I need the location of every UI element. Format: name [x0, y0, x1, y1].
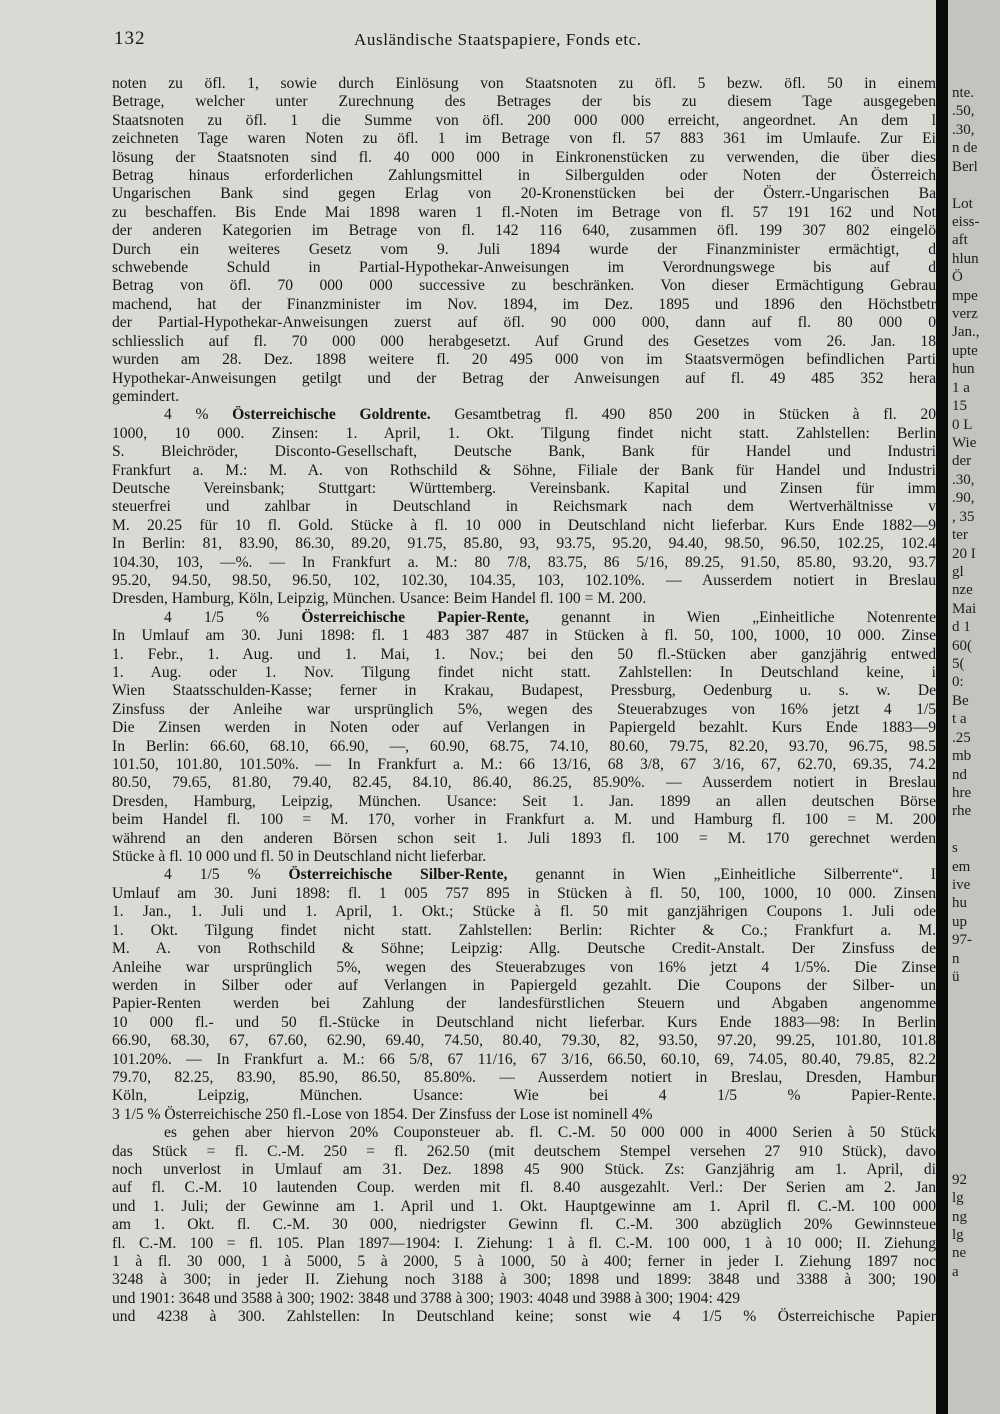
adjacent-page-fragment: nte. — [952, 85, 975, 101]
text-line: auf fl. C.-M. 10 lautenden Coup. werden mit fl. 8.40 ausgezahlt. Verl.: Der Serien am 2. Jan — [112, 1179, 936, 1197]
text-line: S. Bleichröder, Disconto-Gesellschaft, Deutsche Bank, Bank für Handel und Industri — [112, 443, 936, 461]
adjacent-page-fragment: Mai — [952, 600, 977, 617]
adjacent-page-fragment: s — [952, 840, 958, 857]
text-line: noch unverlost in Umlauf am 31. Dez. 1898 45 900 Stück. Zs: Ganzjährig am 1. April, di — [112, 1160, 936, 1178]
text-line: 79.70, 82.25, 83.90, 85.90, 86.50, 85.80%. — Ausserdem notiert in Breslau, Dresden, Hambur — [112, 1068, 936, 1086]
adjacent-page-fragment: ter — [952, 527, 968, 544]
text-line: steuerfrei und zahlbar in Deutschland in Reichsmark nach dem Wertverhältnisse v — [112, 498, 936, 516]
text-line: zu beschaffen. Bis Ende Mai 1898 waren 1 fl.-Noten im Betrage von fl. 57 191 162 und Not — [112, 203, 936, 221]
text-line: und 1901: 3648 und 3588 à 300; 1902: 3848 und 3788 à 300; 1903: 4048 und 3988 à 300; 1904: 429 — [112, 1289, 741, 1307]
text-line: Hypothekar-Anweisungen getilgt und der Betrag der Anweisungen auf fl. 49 485 352 hera — [112, 369, 936, 387]
adjacent-page-fragment: lg — [952, 1227, 964, 1244]
text-line: 66.90, 68.30, 67, 67.60, 62.90, 69.40, 74.50, 80.40, 79.30, 82, 93.50, 97.20, 99.25, 101.80, 101.8 — [112, 1032, 936, 1050]
text-line: und 4238 à 300. Zahlstellen: In Deutschland keine; sonst wie 4 1/5 % Österreichische Papier — [112, 1308, 936, 1326]
text-line: Dresden, Hamburg, Leipzig, München. Usance: Seit 1. Jan. 1899 an allen deutschen Börse — [112, 792, 936, 810]
adjacent-page-fragment: nze — [952, 582, 973, 599]
text-line: Zinsfuss der Anleihe war ursprünglich 5%, wegen des Steuerabzuges von 16% jetzt 4 1/5 — [112, 700, 936, 718]
text-line: Wien Staatsschulden-Kasse; ferner in Krakau, Budapest, Pressburg, Oedenburg u. s. w. De — [112, 682, 936, 700]
adjacent-page-fragment: ü — [952, 969, 960, 986]
adjacent-page-fragment: .30, — [952, 121, 975, 138]
text-line: Umlauf am 30. Juni 1898: fl. 1 005 757 895 in Stücken à fl. 50, 100, 1000, 10 000. Zinsen — [112, 884, 936, 902]
text-line: am 1. Okt. fl. C.-M. 30 000, niedrigster Gewinn fl. C.-M. 300 abzüglich 20% Gewinnsteue — [112, 1216, 936, 1234]
text-line: In Umlauf am 30. Juni 1898: fl. 1 483 387 487 in Stücken à fl. 50, 100, 1000, 10 000. Zinse — [112, 627, 936, 645]
adjacent-page-fragment: upte — [952, 342, 978, 359]
adjacent-page-fragment: .90, — [952, 490, 975, 507]
adjacent-page-fragment: , 35 — [952, 508, 975, 525]
adjacent-page-fragment: Be — [952, 692, 969, 709]
adjacent-page-fragment: nd — [952, 766, 967, 783]
adjacent-page-fragment: 0: — [952, 674, 964, 691]
adjacent-page-fragment: .50, — [952, 103, 975, 120]
text-line: fl. C.-M. 100 = fl. 105. Plan 1897—1904: I. Ziehung: 1 à fl. C.-M. 100 000, 1 à 10 000; II. Ziehung — [112, 1234, 936, 1252]
adjacent-page-fragment: rhe — [952, 803, 972, 820]
text-line: 3248 à 300; in jeder II. Ziehung noch 3188 à 300; 1898 und 1899: 3848 und 3388 à 300; 190 — [112, 1271, 936, 1289]
text-line: 1. Jan., 1. Juli und 1. April, 1. Okt.; Stücke à fl. 50 mit ganzjährigen Coupons 1. Juli ode — [112, 903, 936, 921]
adjacent-page-fragment: 92 — [952, 1171, 967, 1188]
text-line: In Berlin: 81, 83.90, 86.30, 89.20, 91.75, 85.80, 93, 93.75, 95.20, 94.40, 98.50, 96.50, 102.25, 102.4 — [112, 535, 936, 553]
text-line: der anderen Kategorien im Betrage von fl. 142 116 640, zusammen öfl. 199 307 802 eingelö — [112, 222, 936, 240]
text-line: 95.20, 94.50, 98.50, 96.50, 102, 102.30, 104.35, 103, 102.10%. — Ausserdem notiert in Breslau — [112, 571, 936, 589]
text-line: 101.20%. — In Frankfurt a. M.: 66 5/8, 67 11/16, 67 3/16, 66.50, 60.10, 69, 74.05, 80.40, 79.85, 82.2 — [112, 1050, 936, 1068]
text-line: Ungarischen Bank sind gegen Erlag von 20-Kronenstücken bei der Österr.-Ungarischen Ba — [112, 185, 936, 203]
adjacent-page-fragment: der — [952, 453, 972, 470]
adjacent-page-fragment: .25 — [952, 729, 971, 746]
text-line: 1. Aug. oder 1. Nov. Tilgung findet nicht statt. Zahlstellen: In Deutschland keine, i — [112, 664, 936, 681]
text-line: der Partial-Hypothekar-Anweisungen zuerst auf öfl. 90 000 000, dann auf fl. 80 000 0 — [112, 314, 936, 332]
text-line: In Berlin: 66.60, 68.10, 66.90, —, 60.90, 68.75, 74.10, 80.60, 79.75, 82.20, 93.70, 96.75, 98.5 — [112, 737, 936, 755]
adjacent-page-fragment: verz — [952, 306, 978, 323]
adjacent-page-fragment: eiss- — [952, 213, 980, 230]
body-text — [112, 75, 936, 1395]
text-line: wurden am 28. Dez. 1898 weitere fl. 20 495 000 von im Staatsvermögen befindlichen Parti — [112, 351, 936, 369]
text-line: Durch ein weiteres Gesetz vom 9. Juli 1894 wurde der Finanzminister ermächtigt, d — [112, 240, 936, 258]
text-line: 4 1/5 % Österreichische Papier-Rente, genannt in Wien „Einheitliche Notenrente — [164, 608, 936, 626]
text-line: noten zu öfl. 1, sowie durch Einlösung von Staatsnoten zu öfl. 5 bezw. öfl. 50 in einem — [112, 75, 936, 92]
text-line: Anleihe war ursprünglich 5%, wegen des Steuerabzuges von 16% jetzt 4 1/5%. Die Zinse — [112, 958, 936, 976]
text-line: Die Zinsen werden in Noten oder auf Verlangen in Papiergeld bezahlt. Kurs Ende 1883—9 — [112, 719, 936, 737]
adjacent-page-fragment: hu — [952, 895, 967, 912]
text-line: Betrag von öfl. 70 000 000 successive zu beschränken. Von dieser Ermächtigung Gebrau — [112, 277, 936, 295]
text-line: es gehen aber hiervon 20% Couponsteuer ab. fl. C.-M. 50 000 000 in 4000 Serien à 50 Stück — [164, 1124, 936, 1142]
text-line: Papier-Renten werden bei Zahlung der landesfürstlichen Steuern und Abgaben angenomme — [112, 995, 936, 1013]
adjacent-page-fragment: aft — [952, 232, 968, 249]
adjacent-page-fragment: lg — [952, 1190, 964, 1207]
adjacent-page-fragment: hre — [952, 784, 972, 801]
text-line: 10 000 fl.- und 50 fl.-Stücke in Deutschland nicht lieferbar. Kurs Ende 1883—98: In Berlin — [112, 1013, 936, 1031]
text-line: Köln, Leipzig, München. Usance: Wie bei 4 1/5 % Papier-Rente. — [112, 1087, 936, 1105]
adjacent-page-fragment: ng — [952, 1208, 967, 1225]
adjacent-page-fragment: 15 — [952, 398, 967, 415]
text-line: 101.50, 101.80, 101.50%. — In Frankfurt a. M.: 66 13/16, 68 3/8, 67 3/16, 67, 62.70, 69.35, 74.2 — [112, 756, 936, 774]
adjacent-page-fragment: 0 L — [952, 416, 973, 433]
text-line: 4 % Österreichische Goldrente. Gesamtbetrag fl. 490 850 200 in Stücken à fl. 20 — [164, 406, 936, 424]
adjacent-page-fragment: t a — [952, 711, 967, 728]
text-line: 104.30, 103, —%. — In Frankfurt a. M.: 80 7/8, 83.75, 86 5/16, 89.25, 91.50, 85.80, 93.20, 93.7 — [112, 553, 936, 571]
adjacent-page-fragment: d 1 — [952, 619, 971, 636]
text-line: gemindert. — [112, 387, 180, 405]
text-line: 4 1/5 % Österreichische Silber-Rente, genannt in Wien „Einheitliche Silberrente“. I — [164, 866, 936, 884]
text-line: 1 à fl. 30 000, 1 à 5000, 5 à 2000, 5 à 1000, 50 à 400; ferner in jeder I. Ziehung 1897 noc — [112, 1253, 936, 1270]
text-line: M. A. von Rothschild & Söhne; Leipzig: Allg. Deutsche Credit-Anstalt. Der Zinsfuss de — [112, 940, 936, 958]
text-line: Frankfurt a. M.: M. A. von Rothschild & Söhne, Filiale der Bank für Handel und Industri — [112, 461, 936, 479]
adjacent-page-fragment: n de — [952, 140, 978, 157]
text-line: Betrage, welcher unter Zurechnung des Betrages der bis zu diesem Tage ausgegeben — [112, 93, 936, 111]
text-line: 80.50, 79.65, 81.80, 79.40, 82.45, 84.10, 86.40, 86.25, 85.90%. — Ausserdem notiert in Breslau — [112, 774, 936, 792]
entry-heading: Österreichische Silber-Rente, — [288, 866, 508, 884]
adjacent-page-fragment: mb — [952, 748, 972, 765]
running-head: Ausländische Staatspapiere, Fonds etc. — [354, 30, 642, 49]
page-number: 132 — [114, 28, 146, 49]
text-line: 1. Okt. Tilgung findet nicht statt. Zahlstellen: Berlin: Richter & Co.; Frankfurt a. M. — [112, 921, 936, 939]
text-line: Stücke à fl. 10 000 und fl. 50 in Deutschland nicht lieferbar. — [112, 848, 487, 866]
text-line: machend, hat der Finanzminister im Nov. 1894, im Dez. 1895 und 1896 den Höchstbetr — [112, 295, 936, 313]
adjacent-page-fragment: em — [952, 858, 971, 875]
entry-heading: Österreichische Papier-Rente, — [301, 608, 529, 626]
adjacent-page-fragment: 60( — [952, 637, 972, 654]
text-line: 1. Febr., 1. Aug. und 1. Mai, 1. Nov.; bei den 50 fl.-Stücken aber ganzjährig entwed — [112, 645, 936, 663]
text-line: Betrag hinaus erforderlichen Zahlungsmittel in Silbergulden oder Noten der Österreich — [112, 167, 936, 185]
text-line: Dresden, Hamburg, Köln, Leipzig, München. Usance: Beim Handel fl. 100 = M. 200. — [112, 590, 647, 608]
page-header — [108, 28, 938, 52]
adjacent-page-fragment: Jan., — [952, 324, 980, 341]
adjacent-page-fragment: 20 I — [952, 545, 976, 562]
entry-heading: Österreichische Goldrente. — [232, 406, 431, 424]
adjacent-page-fragment: hun — [952, 361, 975, 378]
text-line: zeichneten Tage waren Noten zu öfl. 1 im Betrage von fl. 57 883 361 im Umlaufe. Zur Ei — [112, 130, 936, 148]
adjacent-page-fragment: .30, — [952, 471, 975, 488]
adjacent-page-fragment: ne — [952, 1245, 967, 1262]
adjacent-page-fragment: a — [952, 1263, 959, 1280]
book-binding — [936, 0, 948, 1414]
adjacent-page-edge — [948, 0, 1000, 1414]
adjacent-page-fragment: Lot — [952, 195, 973, 212]
text-line: Staatsnoten zu öfl. 1 die Summe von öfl. 200 000 000 erreicht, angeordnet. An dem l — [112, 111, 936, 129]
adjacent-page-fragment: Ö — [952, 269, 963, 286]
adjacent-page-fragment: mpe — [952, 287, 978, 304]
adjacent-page-fragment: up — [952, 913, 967, 930]
text-line: und 1. Juli; der Gewinne am 1. April und 1. Okt. Hauptgewinne am 1. April fl. C.-M. 100 000 — [112, 1197, 936, 1215]
adjacent-page-fragment: gl — [952, 563, 964, 580]
text-line: Deutsche Vereinsbank; Stuttgart: Württemberg. Vereinsbank. Kapital und Zinsen für imm — [112, 479, 936, 497]
text-line: schwebende Schuld in Partial-Hypothekar-Anweisungen im Verordnungswege bis auf d — [112, 259, 936, 277]
text-line: werden in Silber oder auf Verlangen in Papiergeld gezahlt. Die Coupons der Silber- un — [112, 976, 936, 994]
text-line: M. 20.25 für 10 fl. Gold. Stücke à fl. 10 000 in Deutschland nicht lieferbar. Kurs Ende 1882—9 — [112, 516, 936, 534]
adjacent-page-fragment: 5( — [952, 656, 965, 673]
text-line: 3 1/5 % Österreichische 250 fl.-Lose von 1854. Der Zinsfuss der Lose ist nominell 4% — [112, 1105, 653, 1123]
text-line: 1000, 10 000. Zinsen: 1. April, 1. Okt. Tilgung findet nicht statt. Zahlstellen: Berlin — [112, 424, 936, 442]
text-line: schliesslich auf fl. 70 000 000 herabgesetzt. Auf Grund des Gesetzes vom 26. Jan. 18 — [112, 332, 936, 350]
adjacent-page-fragment: n — [952, 950, 960, 967]
adjacent-page-fragment: ive — [952, 877, 971, 894]
text-line: das Stück = fl. C.-M. 250 = fl. 262.50 (mit deutschem Stempel versehen 27 910 Stück), davo — [112, 1142, 936, 1160]
text-line: während an den anderen Börsen schon seit 1. Juli 1893 fl. 100 = M. 170 gerechnet werden — [112, 829, 936, 847]
adjacent-page-fragment: 97- — [952, 932, 972, 949]
text-line: beim Handel fl. 100 = M. 170, vorher in Frankfurt a. M. und Hamburg fl. 100 = M. 200 — [112, 811, 936, 829]
text-line: lösung der Staatsnoten sind fl. 40 000 000 in Einkronenstücken zu verwenden, die über dies — [112, 148, 936, 166]
adjacent-page-fragment: 1 a — [952, 379, 970, 396]
adjacent-page-fragment: Berl — [952, 158, 978, 175]
adjacent-page-fragment: hlun — [952, 250, 979, 267]
adjacent-page-fragment: Wie — [952, 434, 977, 451]
